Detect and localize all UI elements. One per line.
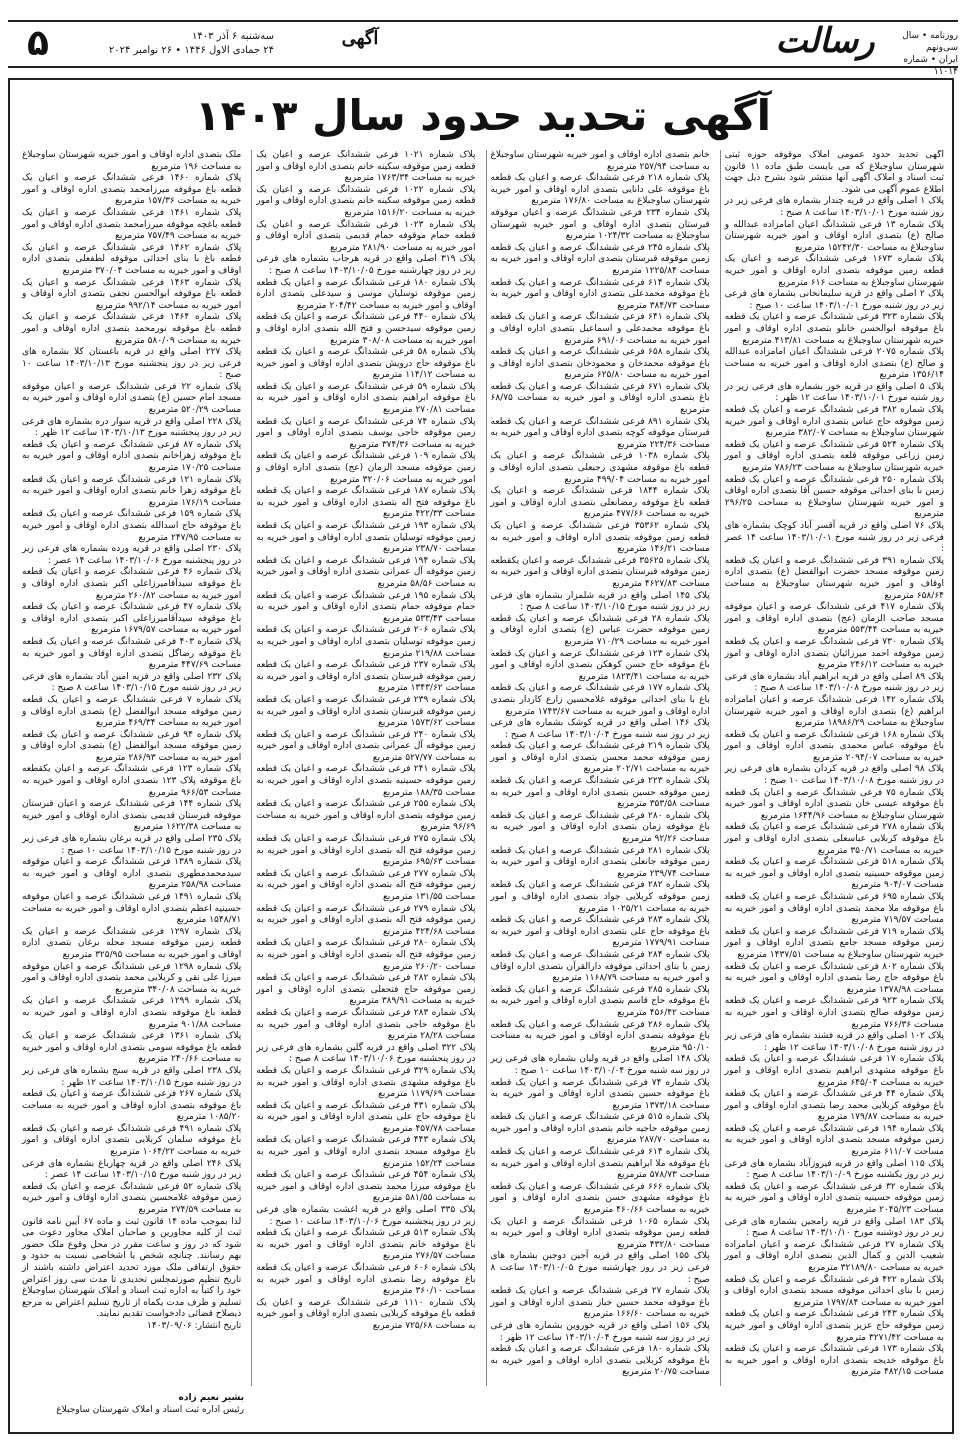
notice-entry: پلاک شماره ۲۴۵ فرعی ششدانگ عرصه و اعیان یک قطعه زمین موقوفه قبرستان بتصدی اداره اوقاف و امور خیریه به مساحت ۱۲۲۵/۸۴ مترمربع	[490, 242, 710, 276]
notice-entry: پلاک ۳۱۹ اصلی واقع در قریه هرجاب بشماره های فرعی زیر در روز چهارشنبه مورخ ۱۴۰۳/۱۰/۰۵ ساعت ۸ صبح :	[256, 254, 476, 276]
notice-entry: پلاک ۱۴۶ اصلی واقع در قریه کوشک بشماره های فرعی زیر در روز سه شنبه مورخ ۱۴۰۳/۱۰/۰۴ ساعت ۸ صبح :	[490, 718, 710, 740]
notice-entry: پلاک شماره ۳۹۱ فرعی ششدانگ عرصه و اعیان یک قطعه زمین موقوفه مسجد حضرت ابوالفضل (ع) بتصدی اداره اوقاف و امور خیریه شهرستان ساوجبلاغ به مساحت ۶۵۸/۶۴ مترمربع	[724, 555, 944, 601]
notice-entry: پلاک شماره ۱۳ فرعی ششدانگ اعیان امامزاده عبدالله و صالح (ع) بتصدی اداره اوقاف و امور خیریه شهرستان ساوجبلاغ به مساحت ۱۵۲۴۲/۳۰ مترمربع	[724, 219, 944, 253]
notice-entry: پلاک شماره ۲۷۷ فرعی ششدانگ عرصه و اعیان یک قطعه زمین موقوفه فتح اله بتصدی اداره اوقاف و امور خیریه به مساحت ۱۳۱/۵۵ مترمربع	[256, 868, 476, 902]
signature-block	[24, 1392, 244, 1416]
notice-entry: پلاک شماره ۷۵ فرعی ششدانگ عرصه و اعیان یک قطعه باغ موقوفه عیسی خان بتصدی اداره اوقاف و امور خیریه شهرستان ساوجبلاغ به مساحت ۱۶۴۴/۹۶ مترمربع	[724, 787, 944, 821]
notice-entry: پلاک ۲۲۸ اصلی واقع در قریه سوار دره بشماره های فرعی زیر در روز پنجشنبه مورخ ۱۴۰۳/۱۰/۱۳ ساعت ۱۲ ظهر :	[22, 416, 242, 439]
notice-entry: پلاک شماره ۶۹۵ فرعی ششدانگ عرصه و اعیان یک قطعه باغ موقوفه ملا محمد بتصدی اداره اوقاف و امور خیریه به مساحت ۷۱۹/۵۷ مترمربع	[724, 892, 944, 926]
notice-entry: پلاک ۹۸ اصلی واقع در قریه کردان بشماره های فرعی زیر در روز شنبه مورخ ۱۴۰۳/۱۰/۰۸ ساعت ۱۰ صبح :	[724, 764, 944, 787]
notice-entry: پلاک شماره ۱۱۱۰ فرعی ششدانگ عرصه و اعیان یک قطعه باغ موقوفه کربلایی بتصدی اداره اوقاف و امور خیریه به مساحت ۷۲۵/۶۸ مترمربع	[256, 1297, 476, 1331]
notice-entry: پلاک شماره ۶۴۱ فرعی ششدانگ عرصه و اعیان یک قطعه باغ موقوفه محمدعلی و اسماعیل بتصدی اداره اوقاف و امور خیریه به مساحت ۶۹۱/۰۶ مترمربع	[490, 312, 710, 346]
notice-entry: پلاک شماره ۱۴۶۳ فرعی ششدانگ عرصه و اعیان یک قطعه باغ موقوفه ابوالحسن نجفی بتصدی اداره اوقاف و امور خیریه به مساحت ۹۹۲/۱۴ مترمربع	[22, 277, 242, 311]
notice-entry: پلاک ۷۶ اصلی واقع در قریه آقسر آباد کوچک بشماره های فرعی زیر در روز شنبه مورخ ۱۴۰۳/۱۰/۰۱ ساعت ۱۴ عصر :	[724, 521, 944, 555]
notice-entry: خانم بتصدی اداره اوقاف و امور خیریه شهرستان ساوجبلاغ به مساحت ۲۵۷/۹۴ مترمربع	[490, 150, 710, 172]
notice-entry: پلاک شماره ۱۳۶۱ فرعی ششدانگ عرصه و اعیان یک قطعه باغ موقوفه سومی بتصدی اداره اوقاف و امور خیریه به مساحت ۲۴۰/۶۶ مترمربع	[22, 1031, 242, 1065]
notice-entry: پلاک شماره ۲۷۸ فرعی ششدانگ عرصه و اعیان یک قطعه باغ موقوفه کربلایی عباسعلی بتصدی اداره اوقاف و امور خیریه به مساحت ۳۵۰/۷۱ مترمربع	[724, 822, 944, 856]
date-line-solar: سه‌شنبه ۶ آذر ۱۴۰۳	[192, 31, 274, 42]
notice-entry: پلاک شماره ۲۸۲ فرعی ششدانگ عرصه و اعیان یک قطعه زمین موقوفه کربلایی جواد بتصدی اداره اوقاف و امور خیریه به مساحت ۱۰۲۵/۲۱ مترمربع	[490, 880, 710, 914]
text-column	[251, 150, 479, 1386]
notice-entry: پلاک شماره ۷۱۹ فرعی ششدانگ عرصه و اعیان یک قطعه زمین موقوفه مسجد جامع بتصدی اداره اوقاف و امور خیریه شهرستان ساوجبلاغ به مساحت ۱۴۳۷/۵۱ مترمربع	[724, 926, 944, 960]
notice-entry: پلاک شماره ۲۲۳ فرعی ششدانگ عرصه و اعیان یک قطعه زمین موقوفه حسین بتصدی اداره اوقاف و امور خیریه به مساحت ۳۵۳/۵۸ مترمربع	[490, 776, 710, 810]
notice-entry: پلاک شماره ۴۷ فرعی ششدانگ عرصه و اعیان یک قطعه باغ موقوفه سیدآقامیرزاعلی اکبر بتصدی اداره اوقاف و امور خیریه به مساحت ۱۶۷۹/۵۷ مترمربع	[22, 602, 242, 636]
text-column	[486, 150, 714, 1386]
notice-entry: پلاک شماره ۳۲ فرعی ششدانگ عرصه و اعیان یک قطعه زمین موقوفه حسینیه بتصدی اداره اوقاف و امور خیریه به مساحت ۲۰۴۵/۲۳ مترمربع	[724, 1181, 944, 1216]
notice-entry: پلاک شماره ۶۱۴ فرعی ششدانگ عرصه و اعیان یک قطعه باغ موقوفه محمدعلی بتصدی اداره اوقاف و امور خیریه به مساحت ۳۸۴/۷۳ مترمربع	[490, 277, 710, 311]
notice-entry: پلاک شماره ۷۴ فرعی ششدانگ عرصه و اعیان یک قطعه زمین موقوفه حاجی یوسف بتصدی اداره اوقاف و امور خیریه به مساحت ۳۷۴/۳۶ مترمربع	[256, 416, 476, 450]
notice-entry: پلاک شماره ۱۳۸۹ فرعی ششدانگ عرصه و اعیان موقوفه سیدمحمدمطهری بتصدی اداره اوقاف و امور خیریه به مساحت ۲۵۸/۹۸ مترمربع	[22, 857, 242, 891]
notice-entry: پلاک شماره ۱۲۹۸ فرعی ششدانگ عرصه و اعیان موقوفه میرزا علی نقی و کربلایی محمد بتصدی اداره اوقاف و امور خیریه به مساحت ۳۴۰/۰۸ مترمربع	[22, 961, 242, 995]
signatory-title: رئیس اداره ثبت اسناد و املاک شهرستان ساوجبلاغ	[56, 1405, 244, 1415]
columns-container	[18, 150, 948, 1386]
notice-entry: پلاک شماره ۳۲۳ فرعی ششدانگ عرصه و اعیان یک قطعه باغ موقوفه ابوالحسن خانلو بتصدی اداره اوقاف و امور خیریه شهرستان ساوجبلاغ به مساحت ۴۱۳/۸۱ مترمربع	[724, 312, 944, 346]
notice-entry: پلاک شماره ۲۰۷۵ فرعی ششدانگ اعیان امامزاده عبدالله و صالح (ع) بتصدی اداره اوقاف و امور خیریه به مساحت ۱۳۵۶/۱۴ مترمربع	[724, 347, 945, 381]
notice-entry: پلاک شماره ۱۸۴۴ فرعی ششدانگ عرصه و اعیان یک قطعه باغ موقوفه رمضانعلی بتصدی اداره اوقاف و امور خیریه به مساحت ۴۷۷/۶۶ مترمربع	[490, 486, 710, 520]
notice-entry: پلاک شماره ۶۱۴ فرعی ششدانگ عرصه و اعیان یک قطعه باغ موقوفه ملا ابراهیم بتصدی اداره اوقاف و امور خیریه به مساحت ۵۷۸/۷۳ مترمربع	[490, 1147, 710, 1181]
notice-entry: پلاک شماره ۲۸۴ فرعی ششدانگ عرصه و اعیان یک قطعه زمین با بنای احداثی موقوفه دارالقرآن بتصدی اداره اوقاف و امور خیریه به مساحت ۱۱۶۸/۷۹ مترمربع	[490, 949, 710, 984]
text-column	[18, 150, 245, 1386]
notice-entry: پلاک شماره ۱۰۲۳ فرعی ششدانگ عرصه و اعیان یک قطعه حمام موقوفه حمام قدیمی بتصدی اداره اوقاف و امور خیریه به مساحت ۲۸۱/۹۰ مترمربع	[256, 219, 476, 253]
notice-entry: پلاک شماره ۱۴۶۲ فرعی ششدانگ عرصه و اعیان یک قطعه باغ با بنای احداثی موقوفه لطفعلی بتصدی اداره اوقاف و امور خیریه به مساحت ۳۷۰/۰۴ مترمربع	[22, 242, 242, 276]
notice-entry: پلاک شماره ۲۱۹ فرعی ششدانگ عرصه و اعیان یک قطعه زمین موقوفه محمد محسن بتصدی اداره اوقاف و امور خیریه به مساحت ۲۰۲/۷۱ مترمربع	[490, 741, 710, 775]
newspaper-logo: رسالت	[775, 21, 875, 61]
notice-entry: پلاک ۲۳۸ اصلی واقع در قریه سنج بشماره های فرعی زیر در روز شنبه مورخ ۱۴۰۳/۱۰/۱۵ ساعت ۱۲ ظهر :	[22, 1065, 242, 1088]
notice-entry: پلاک شماره ۴۳۱ فرعی ششدانگ عرصه و اعیان یک قطعه باغ موقوفه حاج علی بتصدی اداره اوقاف و امور خیریه به مساحت ۴۵۷/۷۸ مترمربع	[256, 1100, 476, 1134]
notice-entry: پلاک ۱۵۵ اصلی واقع در قریه آجین دوجین بشماره های فرعی زیر در روز چهارشنبه مورخ ۱۴۰۳/۱۰/۰۵ ساعت ۸ صبح :	[490, 1251, 710, 1285]
notice-entry: پلاک ۱۴۸ اصلی واقع در قریه ولیان بشماره های فرعی زیر در روز سه شنبه مورخ ۱۴۰۳/۱۰/۰۴ ساعت ۱۰ صبح :	[490, 1054, 710, 1076]
notice-entry: پلاک ۲۳۵ اصلی واقع در قریه برغان بشماره های فرعی زیر در روز شنبه مورخ ۱۴۰۳/۱۰/۱۵ ساعت ۱۰ صبح :	[22, 834, 242, 856]
notice-entry: پلاک شماره ۵۲۴ فرعی ششدانگ عرصه و اعیان یک قطعه زمین زراعی موقوفه قلعه بتصدی اداره اوقاف و امور خیریه شهرستان ساوجبلاغ به مساحت ۷۸۶/۲۳ مترمربع	[724, 439, 944, 474]
notice-entry: لذا بموجب ماده ۱۴ قانون ثبت و ماده ۶۷ آیین نامه قانون ثبت از کلیه مجاورین و صاحبان املاک مجاور دعوت می شود که در روز و ساعت مقرر در محل وقوع ملک حضور بهم رسانند. چنانچه شخص یا اشخاصی نسبت به حدود و حقوق ارتفاقی ملک مورد تحدید اعتراض داشته باشند از تاریخ تنظیم صورتمجلس تحدیدی تا مدت سی روز اعتراض خود را کتباً به اداره ثبت اسناد و املاک شهرستان ساوجبلاغ تسلیم و ظرف مدت یکماه از تاریخ تسلیم اعتراض به مرجع ذیصلاح قضائی دادخواست تقدیم نمایند.	[22, 1216, 242, 1320]
notice-entry: پلاک شماره ۹۲۳ فرعی ششدانگ عرصه و اعیان یک قطعه زمین موقوفه صالح بتصدی اداره اوقاف و امور خیریه به مساحت ۷۶۶/۳۶ مترمربع	[724, 996, 944, 1030]
notice-entry: پلاک شماره ۱۷۷ فرعی ششدانگ عرصه و اعیان یک قطعه باغ با بنای احداثی موقوفه غلامحسین زارع کاردار بتصدی اداره اوقاف و امور خیریه به مساحت ۱۷۴۳/۶۷ مترمربع	[490, 683, 710, 717]
notice-entry: پلاک ۱ اصلی واقع در قریه چندار بشماره های فرعی زیر در روز شنبه مورخ ۱۴۰۳/۱۰/۰۱ ساعت ۸ صبح :	[724, 196, 944, 218]
notice-entry: پلاک شماره ۱۹۴ فرعی ششدانگ عرصه و اعیان یک قطعه زمین موقوفه آل عمرانی بتصدی اداره اوقاف و امور خیریه به مساحت ۵۸/۵۶ مترمربع	[256, 555, 476, 589]
date-line-lunar-gregorian: ۲۴ جمادی الاول ۱۴۴۶ • ۲۶ نوامبر ۲۰۲۴	[108, 45, 274, 56]
notice-entry: پلاک شماره ۴۲۲ فرعی ششدانگ عرصه و اعیان یک قطعه زمین با بنای احداثی موقوفه مسجد بتصدی اداره اوقاف و امور خیریه به مساحت ۱۷۹۷/۸۴ مترمربع	[724, 1274, 944, 1308]
page-headline: آگهی تحدید حدود سال ۱۴۰۳	[194, 91, 772, 140]
notice-entry: پلاک شماره ۱۴۹۱ فرعی ششدانگ عرصه و اعیان موقوفه حسینیه اعظم بتصدی اداره اوقاف و امور خیریه به مساحت ۱۵۴۸/۷۱ مترمربع	[22, 892, 242, 926]
notice-entry: پلاک شماره ۲۸۰ فرعی ششدانگ عرصه و اعیان یک قطعه باغ موقوفه زمان بتصدی اداره اوقاف و امور خیریه به مساحت ۹۲/۲۶ مترمربع	[490, 810, 710, 845]
notice-entry: پلاک شماره ۲۷۹ فرعی ششدانگ عرصه و اعیان یک قطعه زمین موقوفه فتح اله بتصدی اداره اوقاف و امور خیریه به مساحت ۴۲۴/۶۸ مترمربع	[256, 903, 476, 937]
notice-entry: پلاک ۵ اصلی واقع در قریه خور بشماره های فرعی زیر در روز شنبه مورخ ۱۴۰۳/۱۰/۰۱ ساعت ۱۲ ظهر :	[724, 381, 944, 404]
notice-entry: پلاک شماره ۴۰۳ فرعی ششدانگ عرصه و اعیان یک قطعه باغ موقوفه رضاگل بتصدی اداره اوقاف و امور خیریه به مساحت ۴۴۷/۶۹ مترمربع	[22, 636, 242, 671]
notice-entry: پلاک شماره ۲۴۱ فرعی ششدانگ عرصه و اعیان یک قطعه زمین موقوفه حسینیه بتصدی اداره اوقاف و امور خیریه به مساحت ۱۸۸/۳۵ مترمربع	[256, 764, 476, 798]
text-column	[720, 150, 948, 1386]
notice-entry: پلاک شماره ۷۳۰ فرعی ششدانگ عرصه و اعیان یک قطعه زمین موقوفه احمد میرزائیان بتصدی اداره اوقاف و امور خیریه به مساحت ۲۴۶/۱۲ مترمربع	[724, 636, 944, 671]
notice-entry: پلاک شماره ۶۷۱ فرعی ششدانگ عرصه و اعیان یک قطعه باغ بتصدی اداره اوقاف و امور خیریه به مساحت ۶۸/۷۵ مترمربع	[490, 381, 710, 416]
section-label: آگهی	[341, 28, 379, 49]
notice-entry: پلاک شماره ۱۰۹ فرعی ششدانگ عرصه و اعیان یک قطعه زمین موقوفه مسجد الزمان (عج) بتصدی اداره اوقاف و امور خیریه به مساحت ۳۲۰/۰۶ مترمربع	[256, 451, 476, 485]
notice-entry: پلاک شماره ۲۷ فرعی ششدانگ عرصه و اعیان امامزاده شعیب الدین و کمال الدین بتصدی اداره اوقاف و امور خیریه به مساحت ۳۲۱۸۹/۸۰ مترمربع	[724, 1239, 944, 1273]
notice-entry: پلاک ۲۴۶ اصلی واقع در قریه چهارباغ بشماره های فرعی زیر در روز شنبه مورخ ۱۴۰۳/۱۰/۱۵ ساعت ۱۴ عصر :	[22, 1158, 242, 1181]
brand-line-1: روزنامه • سال سی‌ونهم	[902, 31, 958, 53]
notice-entry: پلاک ۱۱۵ اصلی واقع در قریه فیروزآباد بشماره های فرعی زیر در روز یکشنبه مورخ ۱۴۰۳/۱۰/۰۹ ساعت ۸ صبح :	[724, 1158, 945, 1181]
notice-entry: پلاک شماره ۱۹۵ فرعی ششدانگ عرصه و اعیان یک قطعه حمام موقوفه حمام بتصدی اداره اوقاف و امور خیریه به مساحت ۵۳۳/۴۳ مترمربع	[256, 590, 476, 624]
notice-entry: پلاک شماره ۲۶۷ فرعی ششدانگ عرصه و اعیان یک قطعه باغ موقوفه بتصدی اداره اوقاف و امور خیریه به مساحت ۱۰۸۵/۲۰ مترمربع	[22, 1089, 242, 1123]
notice-entry: پلاک شماره ۸۹۱ فرعی ششدانگ عرصه و اعیان یک قطعه قبرستان موقوفه کوچه بتصدی اداره اوقاف و امور خیریه به مساحت ۲۲۴/۳۶ مترمربع	[490, 416, 710, 450]
notice-entry: پلاک شماره ۱۹۳ فرعی ششدانگ عرصه و اعیان یک قطعه زمین موقوفه توسلیان بتصدی اداره اوقاف و امور خیریه به مساحت ۲۳۸/۷۰ مترمربع	[256, 521, 476, 555]
notice-entry: پلاک شماره ۱۵۹ فرعی ششدانگ عرصه و اعیان یک قطعه باغ موقوفه حاج اسدالله بتصدی اداره اوقاف و امور خیریه به مساحت ۲۴۷/۹۵ مترمربع	[22, 509, 242, 543]
notice-entry: پلاک شماره ۲۸۱ فرعی ششدانگ عرصه و اعیان یک قطعه زمین موقوفه جانعلی بتصدی اداره اوقاف و امور خیریه به مساحت ۲۳۹/۷۴ مترمربع	[490, 845, 710, 879]
notice-entry: پلاک شماره ۱۴۴ فرعی ششدانگ عرصه و اعیان قبرستان موقوفه قبرستان قدیمی بتصدی اداره اوقاف و امور خیریه به مساحت ۱۶۲۲/۳۸ مترمربع	[22, 799, 242, 833]
notice-entry: پلاک ۸۹ اصلی واقع در قریه ابراهیم آباد بشماره های فرعی زیر در روز شنبه مورخ ۱۴۰۳/۱۰/۰۸ ساعت ۸ صبح :	[724, 671, 945, 694]
notice-entry: پلاک شماره ۴۱۷ فرعی ششدانگ عرصه و اعیان موقوفه مسجد صاحب الزمان (عج) بتصدی اداره اوقاف و امور خیریه به مساحت ۵۵۳/۴۴ مترمربع	[724, 602, 945, 636]
notice-entry: پلاک شماره ۷۴ فرعی ششدانگ عرصه و اعیان یک قطعه باغ موقوفه حسین بتصدی اداره اوقاف و امور خیریه به مساحت ۱۳۷۳/۱۸ مترمربع	[490, 1077, 710, 1111]
notice-entry: پلاک ۳۲۲ اصلی واقع در قریه گلین بشماره های فرعی زیر در روز پنجشنبه مورخ ۱۴۰۳/۱۰/۰۶ ساعت ۸ صبح :	[256, 1042, 476, 1065]
notice-entry: پلاک شماره ۲۴۰ فرعی ششدانگ عرصه و اعیان یک قطعه زمین موقوفه آل عمرانی بتصدی اداره اوقاف و امور خیریه به مساحت ۵۲۷/۷۷ مترمربع	[256, 729, 476, 763]
notice-entry: پلاک شماره ۴۵۴ فرعی ششدانگ عرصه و اعیان یک قطعه باغ موقوفه میرزا محمد بتصدی اداره اوقاف و امور خیریه به مساحت ۵۸۱/۵۵ مترمربع	[256, 1170, 476, 1204]
notice-entry: پلاک ۱۵۶ اصلی واقع در قریه خوروین بشماره های فرعی زیر در روز سه شنبه مورخ ۱۴۰۳/۱۰/۰۴ ساعت ۱۲ ظهر :	[490, 1320, 710, 1343]
notice-entry: پلاک شماره ۱۶۸ فرعی ششدانگ عرصه و اعیان یک قطعه باغ موقوفه عباس محمدی بتصدی اداره اوقاف و امور خیریه به مساحت ۲۰۹۴/۰۷ مترمربع	[724, 729, 944, 763]
notice-entry: پلاک شماره ۶۶۶ فرعی ششدانگ عرصه و اعیان یک قطعه باغ موقوفه مشهدی حسن بتصدی اداره اوقاف و امور خیریه به مساحت ۴۶۰/۶۶ مترمربع	[490, 1181, 710, 1216]
notice-entry: پلاک شماره ۲۴۳ فرعی ششدانگ عرصه و اعیان یک قطعه زمین موقوفه حاج عزیز بتصدی اداره اوقاف و امور خیریه به مساحت ۳۲۷۱/۴۲ مترمربع	[724, 1309, 944, 1343]
signatory-name: بشیر نعیم زاده	[178, 1393, 244, 1403]
notice-entry: پلاک شماره ۴۹۱ فرعی ششدانگ عرصه و اعیان یک قطعه باغ موقوفه سلمان کربلایی بتصدی اداره اوقاف و امور خیریه به مساحت ۱۰۶۴/۲۲ مترمربع	[22, 1123, 242, 1158]
notice-entry: پلاک شماره ۱۴۲ فرعی ششدانگ عرصه و اعیان امامزاده ابراهیم (ع) بتصدی اداره اوقاف و امور خیریه شهرستان ساوجبلاغ به مساحت ۱۸۹۸۶/۲۹ مترمربع	[724, 694, 945, 729]
notice-entry: پلاک شماره ۶۵۸ فرعی ششدانگ عرصه و اعیان یک قطعه باغ موقوفه محمدخان و محمودخان بتصدی اداره اوقاف و امور خیریه به مساحت ۶۲۵/۸۰ مترمربع	[490, 347, 710, 381]
notice-entry: پلاک شماره ۹۴ فرعی ششدانگ عرصه و اعیان یک قطعه زمین موقوفه مسجد ابوالفضل (ع) بتصدی اداره اوقاف و امور خیریه به مساحت ۲۸۶/۹۳ مترمربع	[22, 729, 242, 763]
notice-entry: پلاک شماره ۱۰۳۸ فرعی ششدانگ عرصه و اعیان یک قطعه باغ موقوفه مشهدی رجبعلی بتصدی اداره اوقاف و امور خیریه به مساحت ۴۹۹/۰۴ مترمربع	[490, 451, 710, 485]
notice-entry: پلاک شماره ۲۸۵ فرعی ششدانگ عرصه و اعیان یک قطعه باغ موقوفه حاج قاسم بتصدی اداره اوقاف و امور خیریه به مساحت ۴۵۶/۴۲ مترمربع	[490, 984, 710, 1018]
notice-entry: پلاک شماره ۵۱۵ فرعی ششدانگ عرصه و اعیان یک قطعه زمین موقوفه حاجیه خانم بتصدی اداره اوقاف و امور خیریه به مساحت ۲۸۷/۷۰ مترمربع	[490, 1112, 710, 1146]
notice-entry: پلاک شماره ۳۸۲ فرعی ششدانگ عرصه و اعیان یک قطعه زمین موقوفه حاج عباس بتصدی اداره اوقاف و امور خیریه شهرستان ساوجبلاغ به مساحت ۳۸۲/۰۷ مترمربع	[724, 405, 944, 439]
notice-entry: پلاک شماره ۲۸۳ فرعی ششدانگ عرصه و اعیان یک قطعه باغ موقوفه حاجی بتصدی اداره اوقاف و امور خیریه به مساحت ۲۸/۲۸ مترمربع	[256, 1007, 476, 1042]
brand-line-2: ایران • شماره ۱۱۰۱۴	[903, 55, 958, 77]
notice-entry: پلاک ۲۳۰ اصلی واقع در قریه ورده بشماره های فرعی زیر در روز پنجشنبه مورخ ۱۴۰۳/۱۰/۰۶ ساعت ۱۴ عصر :	[22, 544, 242, 566]
notice-entry: پلاک شماره ۱۹۴ فرعی ششدانگ عرصه و اعیان یک قطعه زمین موقوفه مسجد بتصدی اداره اوقاف و امور خیریه به مساحت ۶۱۱/۰۷ مترمربع	[724, 1123, 944, 1158]
notice-entry: پلاک شماره ۲۵۰ فرعی ششدانگ عرصه و اعیان یک قطعه زمین با بنای احداثی موقوفه حسین آقا بتصدی اداره اوقاف و امور خیریه شهرستان ساوجبلاغ به مساحت ۲۹۶/۲۵ مترمربع	[724, 474, 944, 520]
notice-entry: پلاک شماره ۱۰۶۵ فرعی ششدانگ عرصه و اعیان یک قطعه زمین موقوفه بتصدی اداره اوقاف و امور خیریه به مساحت ۴۳۲/۸۰ مترمربع	[490, 1216, 710, 1250]
notice-entry: پلاک شماره ۲۳۷ فرعی ششدانگ عرصه و اعیان یک قطعه زمین موقوفه قبرستان بتصدی اداره اوقاف و امور خیریه به مساحت ۱۳۴۳/۶۲ مترمربع	[256, 660, 476, 694]
notice-entry: پلاک ۲۲۷ اصلی واقع در قریه باغستان کلا بشماره های فرعی زیر در روز پنجشنبه مورخ ۱۴۰۳/۱۰/۱۳ ساعت ۱۰ صبح :	[22, 347, 242, 381]
brand-info	[882, 30, 958, 78]
notice-entry: پلاک شماره ۵۸ فرعی ششدانگ عرصه و اعیان یک قطعه باغ موقوفه حاج درویش بتصدی اداره اوقاف و امور خیریه به مساحت ۱۱۴/۱۲ مترمربع	[256, 347, 476, 381]
notice-entry: پلاک ۱۰۲ اصلی واقع در قریه فشند بشماره های فرعی زیر در روز شنبه مورخ ۱۴۰۳/۱۰/۰۸ ساعت ۱۲ ظهر :	[724, 1031, 944, 1053]
notice-entry: پلاک شماره ۲۸۲ فرعی ششدانگ عرصه و اعیان یک قطعه زمین موقوفه حاج فتحعلی بتصدی اداره اوقاف و امور خیریه به مساحت ۳۸۹/۹۱ مترمربع	[256, 973, 476, 1007]
notice-entry: پلاک شماره ۸۷ فرعی ششدانگ عرصه و اعیان یک قطعه باغ موقوفه زهراخانم بتصدی اداره اوقاف و امور خیریه به مساحت ۱۷۰/۲۵ مترمربع	[22, 439, 242, 474]
notice-entry: ملک بتصدی اداره اوقاف و امور خیریه شهرستان ساوجبلاغ به مساحت ۱۹۶ مترمربع	[22, 150, 242, 172]
notice-entry: پلاک شماره ۲۸ فرعی ششدانگ عرصه و اعیان یک قطعه زمین موقوفه حضرت عباس (ع) بتصدی اداره اوقاف و امور خیریه به مساحت ۷۱۰/۲۹ مترمربع	[490, 613, 710, 647]
notice-entry: پلاک شماره ۱۲۱ فرعی ششدانگ عرصه و اعیان یک قطعه باغ موقوفه زهرا خانم بتصدی اداره اوقاف و امور خیریه به مساحت ۱۷۶/۱۹ مترمربع	[22, 474, 242, 508]
notice-entry: پلاک شماره ۱۲۳ فرعی ششدانگ عرصه و اعیان یک قطعه باغ موقوفه حاج حسن کوهکن بتصدی اداره اوقاف و امور خیریه به مساحت ۱۸۲۳/۴۱ مترمربع	[490, 648, 710, 682]
notice-entry: پلاک شماره ۵۱۸ فرعی ششدانگ عرصه و اعیان یک قطعه زمین موقوفه حسینیه بتصدی اداره اوقاف و امور خیریه به مساحت ۹۰۴/۰۷ مترمربع	[724, 857, 944, 891]
notice-entry: پلاک شماره ۵۲ فرعی ششدانگ عرصه و اعیان یک قطعه زمین موقوفه غلامحسین بتصدی اداره اوقاف و امور خیریه به مساحت ۲۷۴/۵۹ مترمربع	[22, 1181, 242, 1216]
notice-entry: پلاک شماره ۳۲۹ فرعی ششدانگ عرصه و اعیان یک قطعه باغ موقوفه مشهدی بتصدی اداره اوقاف و امور خیریه به مساحت ۱۱۷۹/۶۹ مترمربع	[256, 1065, 476, 1100]
notice-entry: پلاک شماره ۳۵۶۲۵ فرعی ششدانگ عرصه و اعیان یکقطعه زمین موقوفه قبرستان بتصدی اداره اوقاف و امور خیریه به مساحت ۴۶۲۷/۸۳ مترمربع	[490, 555, 710, 589]
notice-entry: پلاک شماره ۶۰۶ فرعی ششدانگ عرصه و اعیان یک قطعه باغ موقوفه رضا بتصدی اداره اوقاف و امور خیریه به مساحت ۳۶۰/۱۰ مترمربع	[256, 1263, 476, 1297]
notice-entry: پلاک شماره ۲۰۶ فرعی ششدانگ عرصه و اعیان یک قطعه زمین موقوفه توسلیان بتصدی اداره اوقاف و امور خیریه به مساحت ۲۱۹/۸۸ مترمربع	[256, 625, 476, 659]
notice-entry: پلاک شماره ۱۴۶۴ فرعی ششدانگ عرصه و اعیان یک قطعه باغ موقوفه نورمحمد بتصدی اداره اوقاف و امور خیریه به مساحت ۵۸۰/۰۹ مترمربع	[22, 312, 242, 346]
notice-entry: پلاک ۱۸۳ اصلی واقع در قریه رامجین بشماره های فرعی زیر در روز دوشنبه مورخ ۱۴۰۳/۱۰/۱۰ ساعت ۸ صبح :	[724, 1216, 944, 1239]
notice-entry: پلاک شماره ۱۰۲۲ فرعی ششدانگ عرصه و اعیان یک قطعه زمین موقوفه سکینه خانم بتصدی اداره اوقاف و امور خیریه به مساحت ۱۵۱۶/۲۰ مترمربع	[256, 184, 476, 218]
notice-entry: پلاک شماره ۱۷ فرعی ششدانگ عرصه و اعیان یک قطعه باغ موقوفه مشهدی ابراهیم بتصدی اداره اوقاف و امور خیریه به مساحت ۶۴۵/۰۴ مترمربع	[724, 1054, 944, 1088]
notice-entry: پلاک شماره ۴۴۳ فرعی ششدانگ عرصه و اعیان یک قطعه باغ موقوفه مسجد بتصدی اداره اوقاف و امور خیریه به مساحت ۱۵۲/۲۴ مترمربع	[256, 1135, 476, 1169]
notice-entry: پلاک شماره ۱۰۲۱ فرعی ششدانگ عرصه و اعیان یک قطعه زمین موقوفه سکینه خانم بتصدی اداره اوقاف و امور خیریه به مساحت ۱۷۶۳/۳۴ مترمربع	[256, 150, 476, 184]
notice-entry: پلاک ۱۴۵ اصلی واقع در قریه شلمزار بشماره های فرعی زیر در روز شنبه مورخ ۱۴۰۳/۱۰/۱۵ ساعت ۸ صبح :	[490, 590, 710, 613]
notice-entry: پلاک شماره ۲۸۳ فرعی ششدانگ عرصه و اعیان یک قطعه باغ موقوفه حاج علی بتصدی اداره اوقاف و امور خیریه به مساحت ۱۷۷۹/۹۱ مترمربع	[490, 915, 710, 949]
notice-entry: پلاک شماره ۱۸۰ فرعی ششدانگ عرصه و اعیان یک قطعه باغ موقوفه کربلایی بتصدی اداره اوقاف و امور خیریه به مساحت ۲۰/۷۵ مترمربع	[490, 1344, 710, 1378]
notice-entry: پلاک شماره ۲۵۵ فرعی ششدانگ عرصه و اعیان یک قطعه زمین موقوفه بتصدی اداره اوقاف و امور خیریه به مساحت ۹۶/۶۹ مترمربع	[256, 799, 476, 833]
notice-entry: پلاک شماره ۵۹ فرعی ششدانگ عرصه و اعیان یک قطعه باغ موقوفه ابراهیم بتصدی اداره اوقاف و امور خیریه به مساحت ۲۷۰/۸۱ مترمربع	[256, 381, 476, 416]
notice-entry: پلاک شماره ۱۴۶۰ فرعی ششدانگ عرصه و اعیان یک قطعه باغ موقوفه میرزامحمد بتصدی اداره اوقاف و امور خیریه به مساحت ۱۵۷/۳۶ مترمربع	[22, 173, 242, 207]
notice-entry: پلاک شماره ۱۶۷۳ فرعی ششدانگ عرصه و اعیان یک قطعه زمین موقوفه بتصدی اداره اوقاف و امور خیریه شهرستان ساوجبلاغ به مساحت ۶۱۶ مترمربع	[724, 254, 945, 288]
notice-entry: تاریخ انتشار: ۱۴۰۳/۰۹/۰۶	[147, 1320, 242, 1331]
notice-entry: پلاک شماره ۱۸۰ فرعی ششدانگ عرصه و اعیان یک قطعه زمین موقوفه توسلیان موسی و سیدعلی بتصدی اداره اوقاف و امور خیریه به مساحت ۲۰۴/۴۲ مترمربع	[256, 277, 476, 311]
notice-entry: پلاک شماره ۱۲۹۹ فرعی ششدانگ عرصه و اعیان یک قطعه باغ موقوفه بتصدی اداره اوقاف و امور خیریه به مساحت ۹۰۱/۸۸ مترمربع	[22, 996, 242, 1030]
notice-entry: پلاک ۲ اصلی واقع در قریه سلیمانخانی بشماره های فرعی زیر در روز شنبه مورخ ۱۴۰۳/۱۰/۰۱ ساعت ۱۰ صبح :	[724, 289, 945, 311]
issue-date	[64, 30, 274, 58]
notice-entry: پلاک شماره ۱۸۷ فرعی ششدانگ عرصه و اعیان یک قطعه باغ موقوفه فتح اله بتصدی اداره اوقاف و امور خیریه به مساحت ۴۲۲/۳۳ مترمربع	[256, 486, 476, 520]
notice-entry: پلاک شماره ۲۳۴ فرعی ششدانگ عرصه و اعیان موقوفه قبرستان بتصدی اداره اوقاف و امور خیریه شهرستان ساوجبلاغ به مساحت ۱۰۲۴/۳۲ مترمربع	[490, 207, 710, 242]
masthead	[0, 0, 966, 77]
notice-entry: پلاک شماره ۱۲۳ فرعی ششدانگ عرصه و اعیان یکقطعه باغ موقوفه پلاک ۱۲۳ بتصدی اداره اوقاف و امور خیریه به مساحت ۹۶۶/۵۳ مترمربع	[22, 764, 242, 798]
notice-entry: پلاک شماره ۷ فرعی ششدانگ عرصه و اعیان یک قطعه زمین موقوفه مسجد ابوالفضل (ع) بتصدی اداره اوقاف و امور خیریه به مساحت ۴۶۹/۳۴ مترمربع	[22, 694, 242, 729]
page-number: ۵	[27, 23, 49, 64]
notice-entry: پلاک شماره ۲۱۸ فرعی ششدانگ عرصه و اعیان یک قطعه باغ موقوفه علی دانایی بتصدی اداره اوقاف و امور خیریه شهرستان ساوجبلاغ به مساحت ۱۷۶/۸۰ مترمربع	[490, 173, 710, 207]
notice-entry: پلاک شماره ۲۷ فرعی ششدانگ عرصه و اعیان یک قطعه باغ موقوفه محمد حسین خباز بتصدی اداره اوقاف و امور خیریه به مساحت ۱۶۶/۶۰ مترمربع	[490, 1286, 710, 1320]
notice-entry: آگهی تحدید حدود عمومی املاک موقوفه حوزه ثبتی شهرستان ساوجبلاغ که می بایست طبق ماده ۱۱ قانون ثبت اسناد و املاک آگهی آنها منتشر شود بشرح ذیل جهت اطلاع عموم آگهی می شود.	[724, 150, 944, 195]
notice-entry: پلاک شماره ۲۸۶ فرعی ششدانگ عرصه و اعیان یک قطعه باغ موقوفه بتصدی اداره اوقاف و امور خیریه به مساحت ۹۵۰/۱۰ مترمربع	[490, 1019, 710, 1053]
notice-entry: پلاک شماره ۲۳۹ فرعی ششدانگ عرصه و اعیان یک قطعه زمین موقوفه قبرستان بتصدی اداره اوقاف و امور خیریه به مساحت ۱۵۷۳/۶۲ مترمربع	[256, 694, 476, 729]
notice-entry: پلاک شماره ۴۴ فرعی ششدانگ عرصه و اعیان یک قطعه باغ موقوفه کربلایی محمد رضا بتصدی اداره اوقاف و امور خیریه به مساحت ۱۷۹/۸۷ مترمربع	[724, 1089, 944, 1123]
notice-entry: پلاک شماره ۸۰۲ فرعی ششدانگ عرصه و اعیان یک قطعه باغ موقوفه حاج رضا بتصدی اداره اوقاف و امور خیریه به مساحت ۱۳۷۸/۹۸ مترمربع	[724, 961, 944, 995]
notice-entry: پلاک شماره ۲۸۰ فرعی ششدانگ عرصه و اعیان یک قطعه زمین موقوفه فتح اله بتصدی اداره اوقاف و امور خیریه به مساحت ۲۶۰/۲۰ مترمربع	[256, 938, 476, 972]
notice-entry: پلاک ۲۳۲ اصلی واقع در قریه امین آباد بشماره های فرعی زیر در روز شنبه مورخ ۱۴۰۳/۱۰/۱۵ ساعت ۸ صبح :	[22, 671, 242, 694]
notice-entry: پلاک شماره ۲۷۵ فرعی ششدانگ عرصه و اعیان یک قطعه زمین موقوفه فتح اله بتصدی اداره اوقاف و امور خیریه به مساحت ۶۹۵/۶۳ مترمربع	[256, 834, 476, 868]
notice-entry: پلاک شماره ۱۲۹۷ فرعی ششدانگ عرصه و اعیان یک قطعه زمین موقوفه مسجد محله برغان بتصدی اداره اوقاف و امور خیریه به مساحت ۳۲۵/۹۵ مترمربع	[22, 926, 242, 960]
notice-entry: پلاک شماره ۵۱۳ فرعی ششدانگ عرصه و اعیان یک قطعه باغ موقوفه خانم بتصدی اداره اوقاف و امور خیریه به مساحت ۲۷۶/۵۷ مترمربع	[256, 1228, 476, 1262]
notice-entry: پلاک شماره ۱۷۳ فرعی ششدانگ عرصه و اعیان یک قطعه باغ موقوفه خدیجه بتصدی اداره اوقاف و امور خیریه به مساحت ۴۸۲/۱۵ مترمربع	[724, 1344, 944, 1378]
notice-entry: پلاک شماره ۳۵۳۶۲ فرعی ششدانگ عرصه و اعیان یک قطعه زمین موقوفه بتصدی اداره اوقاف و امور خیریه به مساحت ۱۴۶/۲۱ مترمربع	[490, 521, 710, 555]
notice-entry: پلاک شماره ۴۶ فرعی ششدانگ عرصه و اعیان یک قطعه باغ موقوفه سیدآقامیرزاعلی اکبر بتصدی اداره اوقاف و امور خیریه به مساحت ۲۶۰/۸۲ مترمربع	[22, 567, 242, 601]
notice-entry: پلاک ۳۳۵ اصلی واقع در قریه اغشت بشماره های فرعی زیر در روز پنجشنبه مورخ ۱۴۰۳/۱۰/۰۶ ساعت ۱۰ صبح :	[256, 1205, 476, 1227]
notice-entry: پلاک شماره ۴۴۰ فرعی ششدانگ عرصه و اعیان یک قطعه زمین موقوفه سیدحسن و فتح الله بتصدی اداره اوقاف و امور خیریه به مساحت ۳۰۸/۰۸ مترمربع	[256, 312, 476, 346]
notice-entry: پلاک شماره ۱۴۶۱ فرعی ششدانگ عرصه و اعیان یک قطعه باغچه موقوفه میرزامحمد بتصدی اداره اوقاف و امور خیریه به مساحت ۷۵۷/۴۹ مترمربع	[22, 207, 242, 242]
notice-entry: پلاک شماره ۲۲ فرعی ششدانگ عرصه و اعیان موقوفه مسجد امام حسین (ع) بتصدی اداره اوقاف و امور خیریه به مساحت ۵۲۰/۲۹ مترمربع	[22, 381, 242, 416]
